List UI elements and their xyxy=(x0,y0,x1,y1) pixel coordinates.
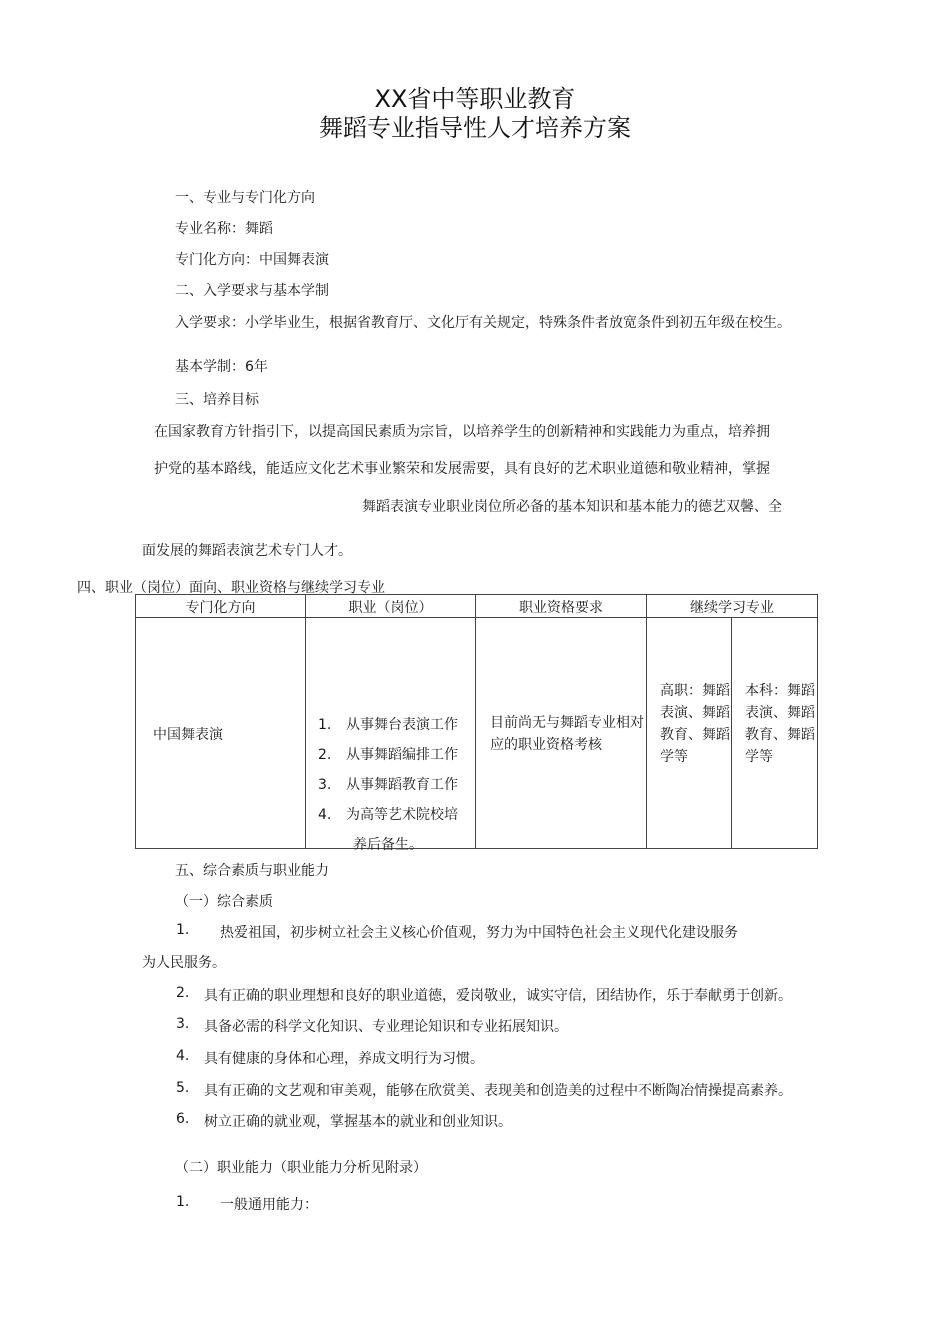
document-title-line1: XX省中等职业教育 xyxy=(374,85,576,113)
quality-item-number: 2. xyxy=(176,985,190,1001)
further-undergrad-value: 本科：舞蹈表演、舞蹈教育、舞蹈学等 xyxy=(745,683,815,765)
quality-item-text: 具有健康的身体和心理，养成文明行为习惯。 xyxy=(204,1051,484,1067)
quality-item-number: 1. xyxy=(176,922,190,938)
section2-heading: 二、入学要求与基本学制 xyxy=(175,283,329,299)
goal-line1: 在国家教育方针指引下，以提高国民素质为宗旨，以培养学生的创新精神和实践能力为重点，培养拥 xyxy=(154,424,770,440)
table-cell-jobs xyxy=(306,618,476,853)
job-text: 从事舞蹈教育工作 xyxy=(346,777,458,793)
goal-line3: 舞蹈表演专业职业岗位所必备的基本知识和基本能力的德艺双馨、全 xyxy=(362,499,782,515)
table-header-further-study: 继续学习专业 xyxy=(647,595,818,618)
job-item-continuation: 养后备生。 xyxy=(353,837,423,853)
basic-duration: 基本学制：6年 xyxy=(175,359,268,375)
quality-item-number: 3. xyxy=(176,1016,190,1032)
goal-line2: 护党的基本路线，能适应文化艺术事业繁荣和发展需要，具有良好的艺术职业道德和敬业精神，掌握 xyxy=(154,461,770,477)
table-header-direction: 专门化方向 xyxy=(136,595,306,618)
job-number: 3. xyxy=(318,777,332,793)
ability-item-text: 一般通用能力： xyxy=(220,1197,318,1213)
quality-item-number: 6. xyxy=(176,1111,190,1127)
job-item xyxy=(318,770,458,800)
job-text: 从事舞蹈编排工作 xyxy=(346,747,458,763)
quality-item-text: 具有正确的文艺观和审美观，能够在欣赏美、表现美和创造美的过程中不断陶冶情操提高素养。 xyxy=(204,1083,792,1099)
quality-item-text: 具有正确的职业理想和良好的职业道德，爱岗敬业，诚实守信，团结协作，乐于奉献勇于创新。 xyxy=(204,988,792,1004)
quality-item-text: 具备必需的科学文化知识、专业理论知识和专业拓展知识。 xyxy=(204,1019,568,1035)
job-text: 从事舞台表演工作 xyxy=(346,717,458,733)
ability-item-number: 1. xyxy=(176,1194,190,1210)
table-header-qualification: 职业资格要求 xyxy=(476,595,647,618)
section5-heading: 五、综合素质与职业能力 xyxy=(175,863,329,879)
admission-requirement: 入学要求：小学毕业生，根据省教育厅、文化厅有关规定，特殊条件者放宽条件到初五年级在校生。 xyxy=(175,315,791,331)
job-number: 1. xyxy=(318,717,332,733)
job-item xyxy=(318,710,458,740)
table-header-row xyxy=(136,595,818,618)
quality-item-text: 热爱祖国，初步树立社会主义核心价值观，努力为中国特色社会主义现代化建设服务 xyxy=(220,925,738,941)
table-cell-direction xyxy=(136,618,306,849)
section3-heading: 三、培养目标 xyxy=(175,392,259,408)
section4-heading: 四、职业（岗位）面向、职业资格与继续学习专业 xyxy=(77,580,385,596)
table-cell-further-undergrad xyxy=(732,618,818,849)
document-title-line2: 舞蹈专业指导性人才培养方案 xyxy=(319,114,631,142)
further-vocational-value: 高职：舞蹈表演、舞蹈教育、舞蹈学等 xyxy=(660,683,730,765)
major-name: 专业名称：舞蹈 xyxy=(175,221,273,237)
quality-item-number: 5. xyxy=(176,1080,190,1096)
section1-heading: 一、专业与专门化方向 xyxy=(175,190,315,206)
job-number: 4. xyxy=(318,807,332,823)
qualification-value: 目前尚无与舞蹈专业相对应的职业资格考核 xyxy=(490,715,644,753)
subsection-comprehensive-quality: （一）综合素质 xyxy=(175,894,273,910)
job-item xyxy=(318,740,458,770)
table-row xyxy=(136,618,818,849)
occupation-table xyxy=(135,594,818,853)
table-cell-qualification xyxy=(476,618,647,849)
table-header-occupation: 职业（岗位） xyxy=(306,595,476,618)
quality-item-continuation: 为人民服务。 xyxy=(142,955,226,971)
goal-line4: 面发展的舞蹈表演艺术专门人才。 xyxy=(142,543,352,559)
subsection-professional-ability: （二）职业能力（职业能力分析见附录） xyxy=(175,1160,427,1176)
job-list xyxy=(318,710,458,860)
specialization-direction: 专门化方向：中国舞表演 xyxy=(175,252,329,268)
job-item xyxy=(318,800,458,830)
job-number: 2. xyxy=(318,747,332,763)
table-cell-further-vocational xyxy=(647,618,732,849)
direction-value: 中国舞表演 xyxy=(153,727,223,743)
quality-item-number: 4. xyxy=(176,1048,190,1064)
job-text: 为高等艺术院校培 xyxy=(346,807,458,823)
quality-item-text: 树立正确的就业观，掌握基本的就业和创业知识。 xyxy=(204,1114,512,1130)
